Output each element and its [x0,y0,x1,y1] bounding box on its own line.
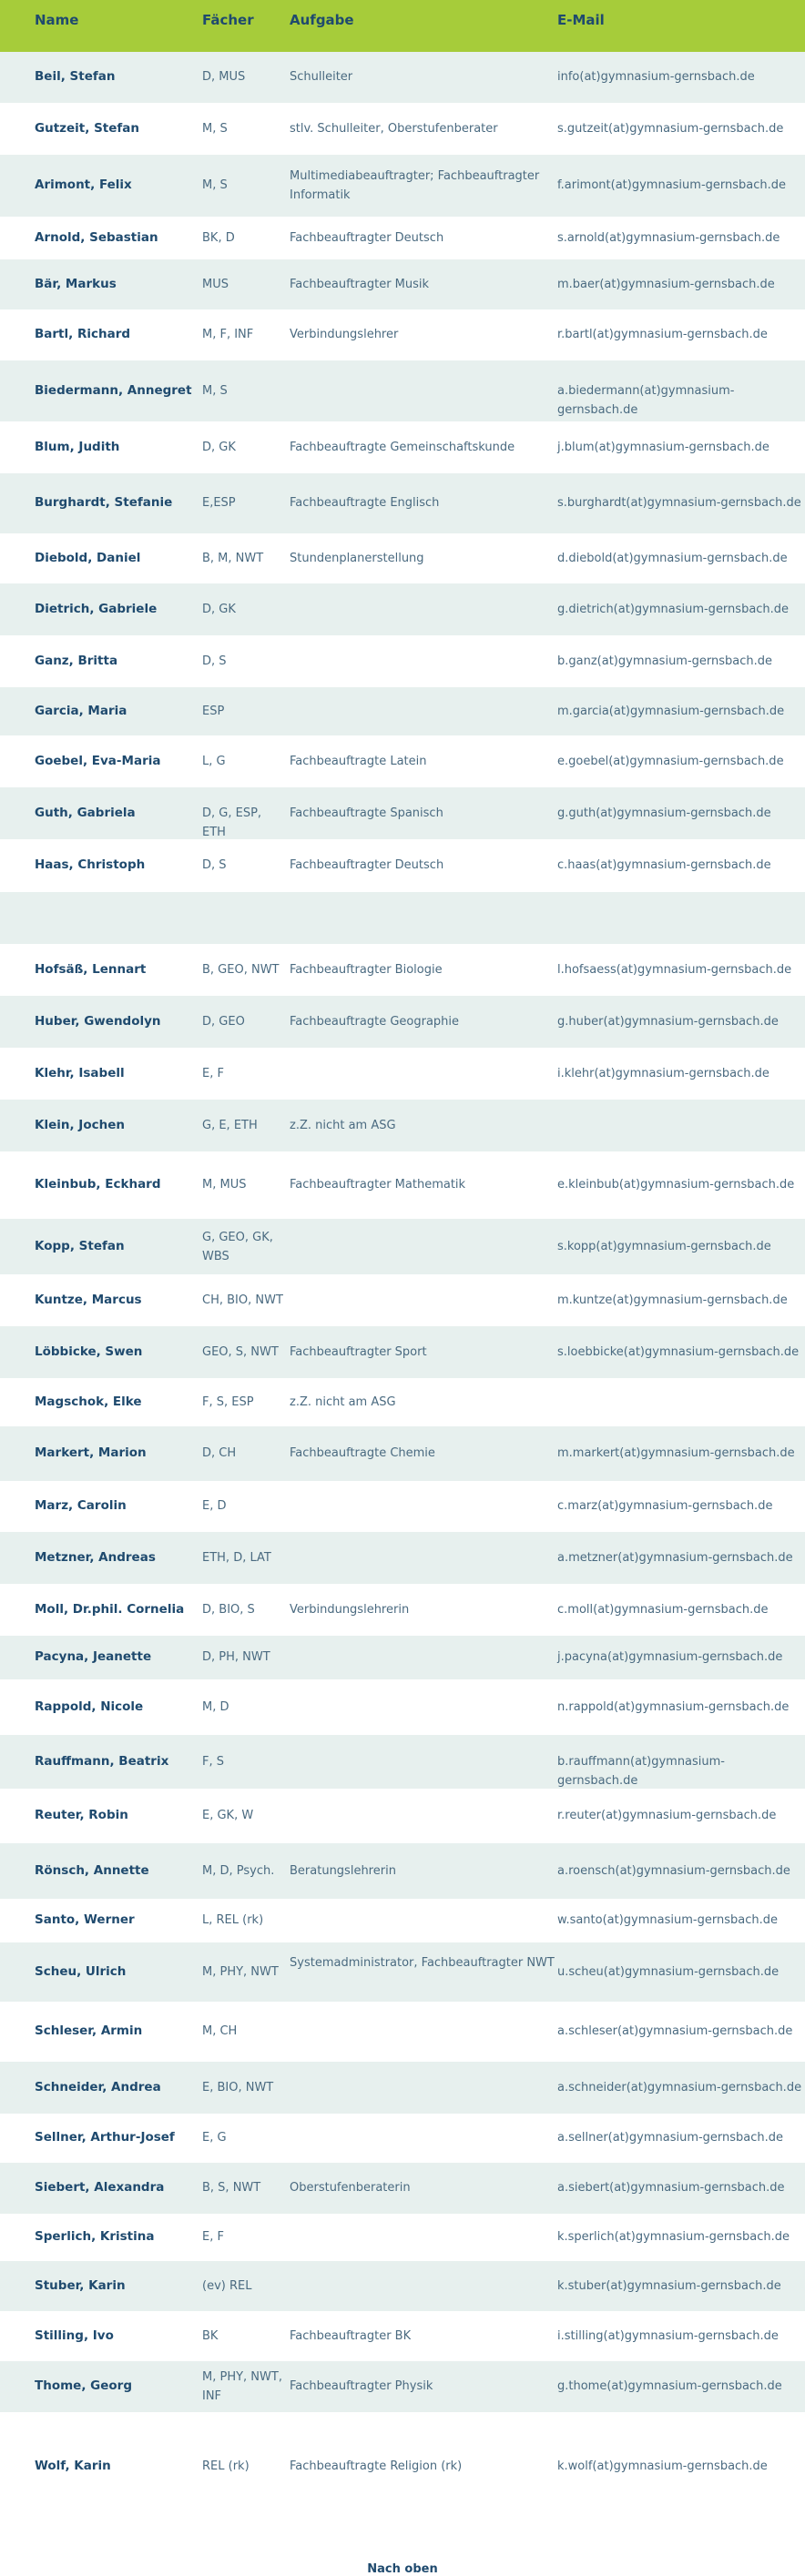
row-aufgabe: Fachbeauftragte Gemeinschaftskunde [290,441,515,454]
table-row [0,583,805,635]
row-name: Wolf, Karin [35,2459,111,2473]
table-row [0,2163,805,2214]
table-row [0,309,805,360]
table-row [0,839,805,892]
table-row [0,52,805,103]
header-aufgabe: Aufgabe [290,12,354,28]
table-row [0,217,805,259]
row-name: Ganz, Britta [35,654,118,668]
row-name: Bartl, Richard [35,327,131,341]
table-row [0,1636,805,1679]
table-row [0,155,805,217]
row-faecher: E, G [202,2131,227,2145]
row-faecher: MUS [202,278,229,291]
header-faecher: Fächer [202,12,254,28]
row-faecher: M, D [202,1700,229,1714]
row-faecher: E, BIO, NWT [202,2081,274,2094]
row-name: Rauffmann, Beatrix [35,1754,169,1769]
row-email[interactable]: u.scheu(at)gymnasium-gernsbach.de [557,1965,780,1979]
row-aufgabe: z.Z. nicht am ASG [290,1119,396,1132]
row-email[interactable]: a.metzner(at)gymnasium-gernsbach.de [557,1551,793,1565]
header-name: Name [35,12,79,28]
row-aufgabe: Fachbeauftragter Deutsch [290,858,444,872]
table-row [0,1274,805,1326]
row-name: Arimont, Felix [35,177,132,192]
row-name: Hofsäß, Lennart [35,962,147,977]
row-faecher: M, S [202,178,228,192]
row-name: Sellner, Arthur-Josef [35,2130,175,2145]
table-row [0,1532,805,1584]
row-aufgabe: Beratungslehrerin [290,1864,396,1878]
table-row [0,1481,805,1532]
row-aufgabe: Fachbeauftragter Biologie [290,963,443,977]
row-email[interactable]: c.moll(at)gymnasium-gernsbach.de [557,1603,769,1617]
header-email: E-Mail [557,12,605,28]
row-faecher: B, M, NWT [202,552,264,565]
row-name: Bär, Markus [35,277,117,291]
row-aufgabe: Fachbeauftragte Latein [290,755,427,768]
row-faecher: E, GK, W [202,1809,254,1822]
row-email[interactable]: i.stilling(at)gymnasium-gernsbach.de [557,2329,779,2343]
table-row [0,2214,805,2261]
row-faecher: D, CH [202,1446,237,1460]
row-email[interactable]: m.markert(at)gymnasium-gernsbach.de [557,1446,795,1460]
row-aufgabe: Multimediabeauftragter; Fachbeauftragter Informatik [290,169,540,202]
table-row [0,787,805,839]
row-faecher: (ev) REL [202,2279,252,2293]
row-email[interactable]: w.santo(at)gymnasium-gernsbach.de [557,1913,778,1927]
row-name: Guth, Gabriela [35,806,136,820]
table-row [0,1679,805,1735]
table-row [0,2114,805,2163]
row-email[interactable]: j.pacyna(at)gymnasium-gernsbach.de [557,1650,783,1664]
row-name: Santo, Werner [35,1912,135,1927]
row-faecher: G, E, ETH [202,1119,258,1132]
row-email[interactable]: s.arnold(at)gymnasium-gernsbach.de [557,231,780,245]
row-name: Kleinbub, Eckhard [35,1177,161,1192]
row-name: Sperlich, Kristina [35,2229,155,2244]
row-name: Kopp, Stefan [35,1239,125,1253]
row-aufgabe: Stundenplanerstellung [290,552,424,565]
table-row [0,1048,805,1100]
table-row [0,1735,805,1789]
row-aufgabe: Fachbeauftragter Deutsch [290,231,444,245]
row-email[interactable]: s.loebbicke(at)gymnasium-gernsbach.de [557,1345,800,1359]
row-email[interactable]: s.gutzeit(at)gymnasium-gernsbach.de [557,122,784,136]
row-email[interactable]: k.sperlich(at)gymnasium-gernsbach.de [557,2230,790,2244]
row-name: Marz, Carolin [35,1498,127,1513]
row-aufgabe: Fachbeauftragte Englisch [290,496,440,510]
row-name: Beil, Stefan [35,69,116,84]
row-faecher: D, GEO [202,1015,245,1029]
row-email[interactable]: a.siebert(at)gymnasium-gernsbach.de [557,2181,785,2195]
row-faecher: ETH, D, LAT [202,1551,271,1565]
row-name: Schleser, Armin [35,2023,143,2038]
row-name: Goebel, Eva-Maria [35,754,161,768]
row-email[interactable]: e.kleinbub(at)gymnasium-gernsbach.de [557,1178,795,1192]
row-aufgabe: Schulleiter [290,70,353,84]
row-email[interactable]: b.ganz(at)gymnasium-gernsbach.de [557,654,773,668]
row-aufgabe: Verbindungslehrerin [290,1603,410,1617]
row-faecher: E, F [202,2230,224,2244]
row-email[interactable]: info(at)gymnasium-gernsbach.de [557,70,755,84]
row-aufgabe: Systemadministrator, Fachbeauftragter NWT [290,1956,555,1970]
row-email[interactable]: j.blum(at)gymnasium-gernsbach.de [557,441,769,454]
table-row [0,1789,805,1843]
row-email[interactable]: s.kopp(at)gymnasium-gernsbach.de [557,1240,771,1253]
row-name: Scheu, Ulrich [35,1964,127,1979]
row-faecher: M, PHY, NWT, INF [202,2370,282,2403]
row-email[interactable]: g.huber(at)gymnasium-gernsbach.de [557,1015,779,1029]
row-email[interactable]: a.schneider(at)gymnasium-gernsbach.de [557,2081,802,2094]
row-name: Siebert, Alexandra [35,2180,165,2195]
table-row [0,2002,805,2062]
table-row [0,1584,805,1636]
table-row [0,944,805,996]
row-faecher: M, F, INF [202,328,254,341]
table-row [0,735,805,787]
table-row [0,533,805,583]
row-faecher: M, CH [202,2024,238,2038]
row-faecher: D, S [202,654,227,668]
table-row [0,421,805,473]
row-aufgabe: Fachbeauftragter Physik [290,2379,433,2393]
row-faecher: E, D [202,1499,227,1513]
row-email[interactable]: a.biedermann(at)gymnasium-gernsbach.de [557,384,735,417]
row-email[interactable]: a.schleser(at)gymnasium-gernsbach.de [557,2024,793,2038]
row-name: Moll, Dr.phil. Cornelia [35,1602,185,1617]
table-row [0,687,805,735]
row-faecher: REL (rk) [202,2459,250,2473]
row-name: Markert, Marion [35,1445,147,1460]
row-email[interactable]: m.garcia(at)gymnasium-gernsbach.de [557,705,785,718]
table-row [0,996,805,1048]
row-name: Garcia, Maria [35,704,127,718]
row-faecher: M, D, Psych. [202,1864,275,1878]
table-row [0,892,805,944]
row-email[interactable]: s.burghardt(at)gymnasium-gernsbach.de [557,496,801,510]
row-faecher: E,ESP [202,496,236,510]
row-name: Biedermann, Annegret [35,383,192,398]
table-row [0,360,805,421]
table-row [0,1326,805,1378]
table-header [0,0,805,52]
row-aufgabe: Fachbeauftragter Musik [290,278,430,291]
row-email[interactable]: m.kuntze(at)gymnasium-gernsbach.de [557,1293,788,1307]
row-aufgabe: Fachbeauftragter Mathematik [290,1178,466,1192]
row-email[interactable]: a.roensch(at)gymnasium-gernsbach.de [557,1864,790,1878]
row-name: Thome, Georg [35,2378,132,2393]
row-faecher: E, F [202,1067,224,1080]
table-row [0,2361,805,2412]
row-faecher: L, G [202,755,226,768]
row-aufgabe: stlv. Schulleiter, Oberstufenberater [290,122,498,136]
table-row [0,1426,805,1481]
row-name: Pacyna, Jeanette [35,1649,152,1664]
row-email[interactable]: r.bartl(at)gymnasium-gernsbach.de [557,328,768,341]
row-faecher: M, PHY, NWT [202,1965,279,1979]
row-faecher: CH, BIO, NWT [202,1293,283,1307]
row-email[interactable]: k.wolf(at)gymnasium-gernsbach.de [557,2459,768,2473]
row-faecher: BK, D [202,231,235,245]
row-faecher: M, S [202,122,228,136]
row-email[interactable]: g.dietrich(at)gymnasium-gernsbach.de [557,603,790,616]
row-name: Gutzeit, Stefan [35,121,139,136]
row-name: Kuntze, Marcus [35,1293,142,1307]
row-email[interactable]: m.baer(at)gymnasium-gernsbach.de [557,278,775,291]
row-aufgabe: Fachbeauftragter Sport [290,1345,427,1359]
row-faecher: F, S [202,1755,224,1769]
table-row [0,473,805,533]
row-faecher: M, MUS [202,1178,247,1192]
row-aufgabe: Fachbeauftragte Chemie [290,1446,435,1460]
row-name: Schneider, Andrea [35,2080,161,2094]
row-name: Metzner, Andreas [35,1550,156,1565]
row-aufgabe: Fachbeauftragte Spanisch [290,806,443,820]
row-email[interactable]: g.guth(at)gymnasium-gernsbach.de [557,806,771,820]
row-email[interactable]: b.rauffmann(at)gymnasium-gernsbach.de [557,1755,725,1788]
row-name: Reuter, Robin [35,1808,128,1822]
row-aufgabe: Fachbeauftragter BK [290,2329,412,2343]
row-email[interactable]: r.reuter(at)gymnasium-gernsbach.de [557,1809,777,1822]
row-email[interactable]: c.haas(at)gymnasium-gernsbach.de [557,858,771,872]
row-faecher: GEO, S, NWT [202,1345,279,1359]
row-name: Klein, Jochen [35,1118,125,1132]
table-row [0,1843,805,1899]
row-name: Rönsch, Annette [35,1863,149,1878]
row-aufgabe: z.Z. nicht am ASG [290,1395,396,1409]
row-email[interactable]: e.goebel(at)gymnasium-gernsbach.de [557,755,784,768]
row-name: Blum, Judith [35,440,120,454]
row-email[interactable]: n.rappold(at)gymnasium-gernsbach.de [557,1700,790,1714]
table-row [0,1899,805,1942]
table-row [0,2412,805,2521]
table-row [0,1378,805,1426]
table-row [0,103,805,155]
row-name: Rappold, Nicole [35,1699,144,1714]
table-row [0,2062,805,2114]
row-aufgabe: Verbindungslehrer [290,328,399,341]
table-row [0,2261,805,2311]
row-name: Klehr, Isabell [35,1066,125,1080]
row-aufgabe: Oberstufenberaterin [290,2181,411,2195]
row-email[interactable]: k.stuber(at)gymnasium-gernsbach.de [557,2279,781,2293]
table-row [0,1100,805,1151]
row-name: Haas, Christoph [35,857,146,872]
row-faecher: D, GK [202,441,236,454]
row-faecher: B, S, NWT [202,2181,261,2195]
row-faecher: D, PH, NWT [202,1650,270,1664]
table-row [0,2311,805,2361]
row-aufgabe: Fachbeauftragte Geographie [290,1015,460,1029]
table-row [0,1942,805,2002]
row-faecher: D, G, ESP, ETH [202,806,262,839]
row-name: Huber, Gwendolyn [35,1014,161,1029]
table-row [0,259,805,309]
row-name: Stuber, Karin [35,2278,126,2293]
row-faecher: G, GEO, GK, WBS [202,1231,273,1263]
row-name: Diebold, Daniel [35,551,141,565]
row-faecher: L, REL (rk) [202,1913,264,1927]
row-faecher: M, S [202,384,228,398]
row-email[interactable]: c.marz(at)gymnasium-gernsbach.de [557,1499,773,1513]
back-to-top-link[interactable]: Nach oben [367,2562,438,2576]
row-faecher: D, BIO, S [202,1603,255,1617]
row-faecher: B, GEO, NWT [202,963,280,977]
row-email[interactable]: f.arimont(at)gymnasium-gernsbach.de [557,178,787,192]
row-email[interactable]: d.diebold(at)gymnasium-gernsbach.de [557,552,788,565]
row-faecher: BK [202,2329,219,2343]
row-name: Löbbicke, Swen [35,1344,143,1359]
row-faecher: D, S [202,858,227,872]
row-name: Arnold, Sebastian [35,230,158,245]
row-faecher: ESP [202,705,225,718]
row-name: Magschok, Elke [35,1394,142,1409]
row-name: Dietrich, Gabriele [35,602,158,616]
table-row [0,635,805,687]
row-email[interactable]: i.klehr(at)gymnasium-gernsbach.de [557,1067,769,1080]
row-email[interactable]: g.thome(at)gymnasium-gernsbach.de [557,2379,782,2393]
row-name: Stilling, Ivo [35,2328,114,2343]
row-email[interactable]: a.sellner(at)gymnasium-gernsbach.de [557,2131,784,2145]
row-faecher: D, MUS [202,70,246,84]
table-row [0,1219,805,1274]
row-faecher: F, S, ESP [202,1395,254,1409]
row-email[interactable]: l.hofsaess(at)gymnasium-gernsbach.de [557,963,792,977]
row-faecher: D, GK [202,603,236,616]
row-aufgabe: Fachbeauftragte Religion (rk) [290,2459,463,2473]
row-name: Burghardt, Stefanie [35,495,173,510]
table-row [0,1151,805,1219]
